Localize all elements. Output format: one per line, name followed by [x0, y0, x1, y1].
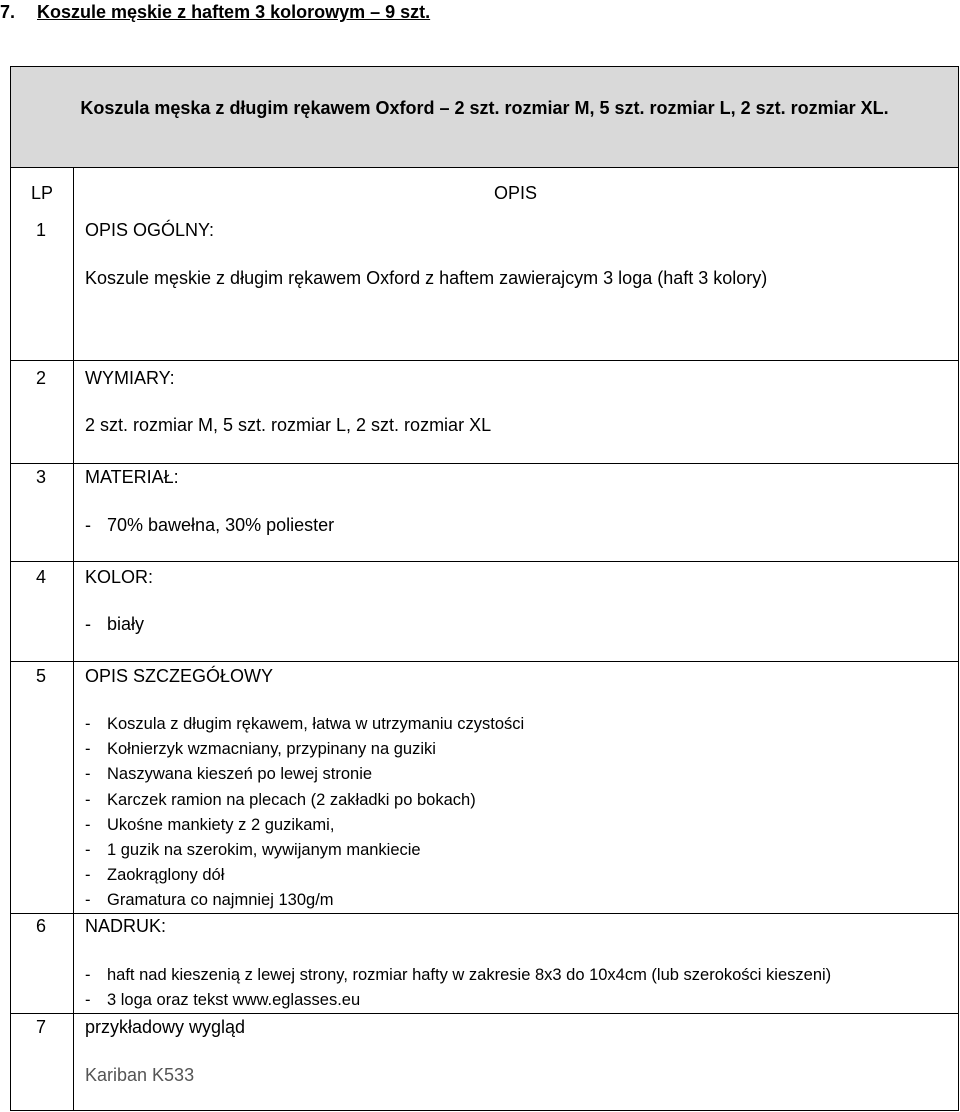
column-header-opis: OPIS — [493, 183, 537, 203]
list-item: - Gramatura co najmniej 130g/m — [85, 891, 334, 910]
row-divider — [11, 661, 958, 662]
row-5-lp: 5 — [36, 666, 47, 686]
list-item: - Karczek ramion na plecach (2 zakładki po bokach) — [85, 790, 476, 809]
table-header-band — [11, 67, 958, 168]
list-item: - 1 guzik na szerokim, wywijanym mankiecie — [85, 841, 421, 860]
row-divider — [11, 913, 958, 914]
list-item: - Koszula z długim rękawem, łatwa w utrzymaniu czystości — [85, 715, 525, 733]
column-divider — [73, 167, 74, 1110]
row-1-lp: 1 — [36, 220, 47, 240]
list-item: - Kołnierzyk wzmacniany, przypinany na guziki — [85, 740, 436, 759]
row-5-label: OPIS SZCZEGÓŁOWY — [85, 666, 274, 686]
row-divider — [11, 1013, 958, 1014]
row-1-label: OPIS OGÓLNY: — [85, 220, 215, 240]
list-item: - Zaokrąglony dół — [85, 866, 225, 885]
section-heading — [0, 2, 430, 23]
row-3-lp: 3 — [36, 467, 47, 487]
row-2-label: WYMIARY: — [85, 368, 175, 388]
row-7-label: przykładowy wygląd — [85, 1017, 246, 1037]
detail-list — [85, 712, 524, 914]
row-3-label: MATERIAŁ: — [85, 467, 179, 487]
list-item: - Ukośne mankiety z 2 guzikami, — [85, 815, 335, 834]
list-item: - Naszywana kieszeń po lewej stronie — [85, 765, 373, 784]
row-2-text: 2 szt. rozmiar M, 5 szt. rozmiar L, 2 szt. rozmiar XL — [85, 415, 492, 435]
print-list — [85, 963, 831, 1013]
row-4-lp: 4 — [36, 567, 47, 587]
row-divider — [11, 360, 958, 361]
row-divider — [11, 463, 958, 464]
spec-table — [10, 66, 959, 1111]
row-4-label: KOLOR: — [85, 567, 154, 587]
row-7-lp: 7 — [36, 1017, 47, 1037]
header-description: Koszula męska z długim rękawem Oxford – 2 szt. rozmiar M, 5 szt. rozmiar L, 2 szt. rozmiar XL. — [80, 98, 889, 118]
list-item: - 3 loga oraz tekst www.eglasses.eu — [85, 991, 361, 1010]
row-2-lp: 2 — [36, 368, 47, 388]
section-number: 7. — [0, 2, 16, 22]
column-header-lp: LP — [31, 183, 54, 203]
row-1-text: Koszule męskie z długim rękawem Oxford z haftem zawierajcym 3 loga (haft 3 kolory) — [85, 268, 768, 288]
list-item: - biały — [85, 614, 145, 634]
list-item: - haft nad kieszenią z lewej strony, rozmiar hafty w zakresie 8x3 do 10x4cm (lub szerokości kieszeni) — [85, 966, 832, 984]
row-divider — [11, 561, 958, 562]
row-7-text: Kariban K533 — [85, 1065, 195, 1085]
row-6-lp: 6 — [36, 916, 47, 936]
section-title: Koszule męskie z haftem 3 kolorowym – 9 szt. — [37, 2, 431, 22]
list-item: - 70% bawełna, 30% poliester — [85, 515, 335, 535]
row-6-label: NADRUK: — [85, 916, 167, 936]
